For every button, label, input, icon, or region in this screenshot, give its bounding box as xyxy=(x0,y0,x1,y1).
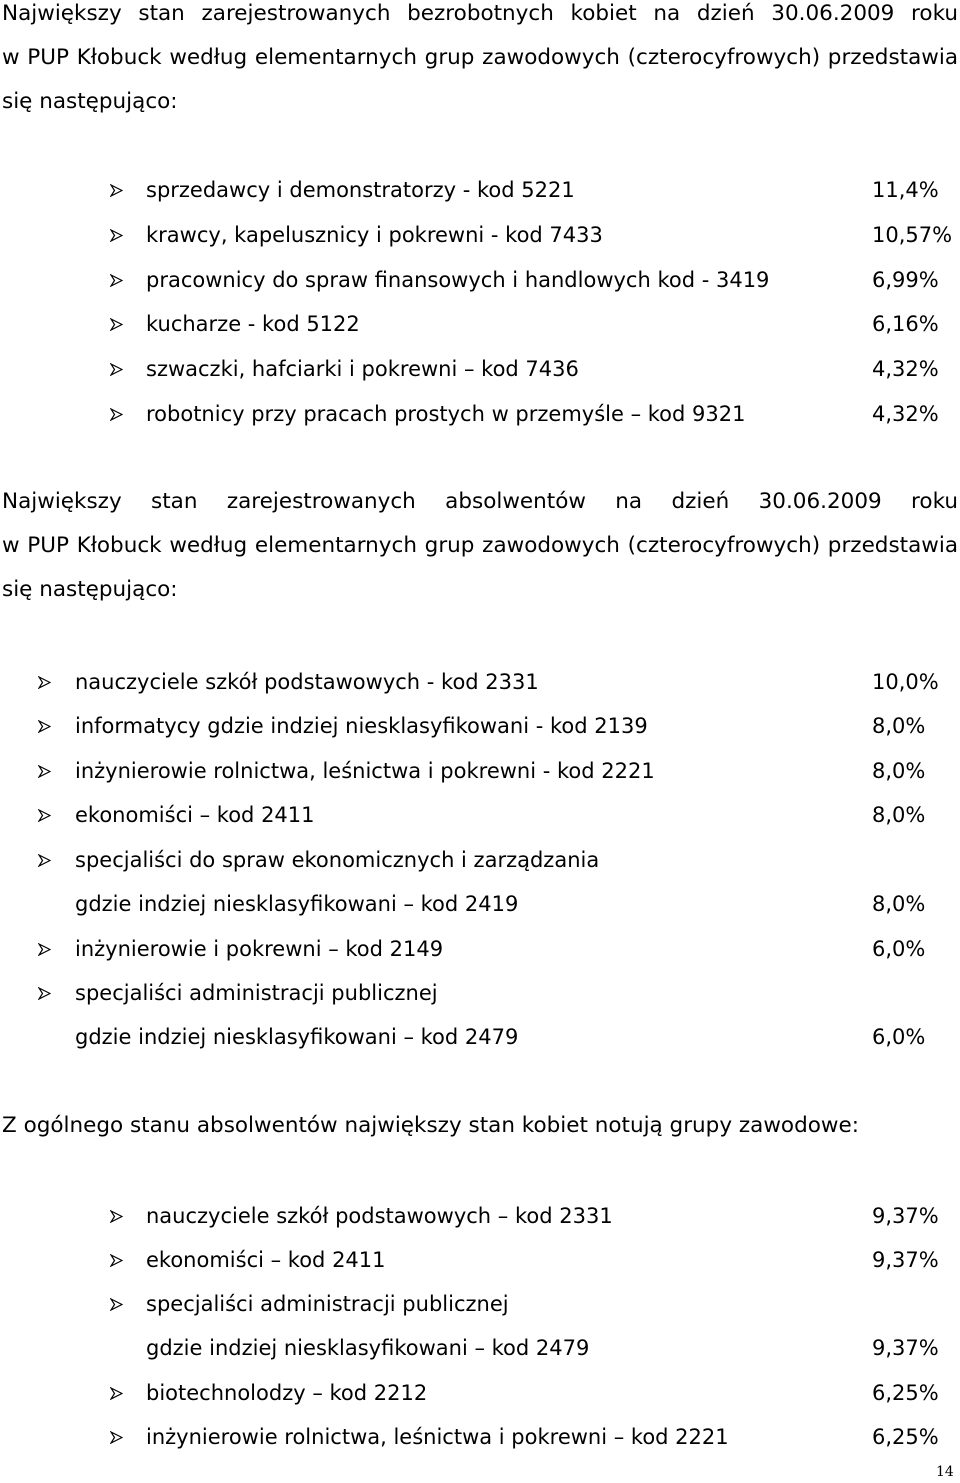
percentage-value: 6,0% xyxy=(872,937,926,961)
percentage-value: 8,0% xyxy=(872,714,926,738)
arrow-bullet-icon xyxy=(110,408,123,421)
occupation-label: inżynierowie rolnictwa, leśnictwa i pokrewni – kod 2221 xyxy=(146,1425,729,1449)
occupation-label-continued: gdzie indziej niesklasyfikowani – kod 2419 xyxy=(75,892,519,916)
occupation-label: inżynierowie rolnictwa, leśnictwa i pokrewni - kod 2221 xyxy=(75,759,655,783)
arrow-bullet-icon xyxy=(38,987,51,1000)
arrow-bullet-icon xyxy=(38,809,51,822)
occupation-label: nauczyciele szkół podstawowych – kod 2331 xyxy=(146,1204,613,1228)
percentage-value: 9,37% xyxy=(872,1248,939,1272)
occupation-label: ekonomiści – kod 2411 xyxy=(75,803,315,827)
occupation-label-continued: gdzie indziej niesklasyfikowani – kod 2479 xyxy=(146,1336,590,1360)
arrow-bullet-icon xyxy=(38,676,51,689)
paragraph-line: Największy stan zarejestrowanych absolwentów na dzień 30.06.2009 roku xyxy=(2,489,958,514)
percentage-value: 11,4% xyxy=(872,178,939,202)
percentage-value: 6,0% xyxy=(872,1025,926,1049)
percentage-value: 9,37% xyxy=(872,1204,939,1228)
occupation-label: specjaliści administracji publicznej xyxy=(146,1292,509,1316)
arrow-bullet-icon xyxy=(110,1254,123,1267)
arrow-bullet-icon xyxy=(110,1387,123,1400)
paragraph-line: Z ogólnego stanu absolwentów największy stan kobiet notują grupy zawodowe: xyxy=(2,1113,859,1138)
occupation-label: informatycy gdzie indziej niesklasyfikowani - kod 2139 xyxy=(75,714,648,738)
paragraph-women-graduates-intro xyxy=(2,1111,859,1141)
percentage-value: 8,0% xyxy=(872,892,926,916)
occupation-label: pracownicy do spraw finansowych i handlowych kod - 3419 xyxy=(146,268,770,292)
occupation-label: szwaczki, hafciarki i pokrewni – kod 7436 xyxy=(146,357,579,381)
arrow-bullet-icon xyxy=(110,1431,123,1444)
page-number: 14 xyxy=(936,1464,954,1480)
occupation-label: specjaliści administracji publicznej xyxy=(75,981,438,1005)
paragraph-unemployed-women-intro xyxy=(2,0,958,124)
arrow-bullet-icon xyxy=(38,765,51,778)
arrow-bullet-icon xyxy=(110,184,123,197)
percentage-value: 6,16% xyxy=(872,312,939,336)
paragraph-line: się następująco: xyxy=(2,577,178,602)
percentage-value: 9,37% xyxy=(872,1336,939,1360)
arrow-bullet-icon xyxy=(110,1298,123,1311)
percentage-value: 6,25% xyxy=(872,1425,939,1449)
paragraph-line: Największy stan zarejestrowanych bezrobotnych kobiet na dzień 30.06.2009 roku xyxy=(2,1,958,26)
occupation-label: specjaliści do spraw ekonomicznych i zarządzania xyxy=(75,848,600,872)
occupation-label: nauczyciele szkół podstawowych - kod 2331 xyxy=(75,670,539,694)
arrow-bullet-icon xyxy=(38,720,51,733)
percentage-value: 10,0% xyxy=(872,670,939,694)
percentage-value: 8,0% xyxy=(872,803,926,827)
occupation-label: biotechnolodzy – kod 2212 xyxy=(146,1381,428,1405)
percentage-value: 10,57% xyxy=(872,223,953,247)
paragraph-line: w PUP Kłobuck według elementarnych grup zawodowych (czterocyfrowych) przedstawia xyxy=(2,45,958,70)
occupation-label: kucharze - kod 5122 xyxy=(146,312,360,336)
percentage-value: 4,32% xyxy=(872,357,939,381)
occupation-label: robotnicy przy pracach prostych w przemyśle – kod 9321 xyxy=(146,402,746,426)
occupation-label: ekonomiści – kod 2411 xyxy=(146,1248,386,1272)
arrow-bullet-icon xyxy=(110,229,123,242)
paragraph-line: się następująco: xyxy=(2,89,178,114)
arrow-bullet-icon xyxy=(110,1210,123,1223)
percentage-value: 4,32% xyxy=(872,402,939,426)
paragraph-graduates-intro xyxy=(2,480,958,612)
occupation-label: krawcy, kapelusznicy i pokrewni - kod 7433 xyxy=(146,223,603,247)
paragraph-line: w PUP Kłobuck według elementarnych grup zawodowych (czterocyfrowych) przedstawia xyxy=(2,533,958,558)
occupation-label: inżynierowie i pokrewni – kod 2149 xyxy=(75,937,444,961)
occupation-label-continued: gdzie indziej niesklasyfikowani – kod 2479 xyxy=(75,1025,519,1049)
arrow-bullet-icon xyxy=(110,363,123,376)
arrow-bullet-icon xyxy=(110,274,123,287)
percentage-value: 8,0% xyxy=(872,759,926,783)
percentage-value: 6,25% xyxy=(872,1381,939,1405)
arrow-bullet-icon xyxy=(38,854,51,867)
occupation-label: sprzedawcy i demonstratorzy - kod 5221 xyxy=(146,178,575,202)
arrow-bullet-icon xyxy=(38,943,51,956)
percentage-value: 6,99% xyxy=(872,268,939,292)
arrow-bullet-icon xyxy=(110,318,123,331)
